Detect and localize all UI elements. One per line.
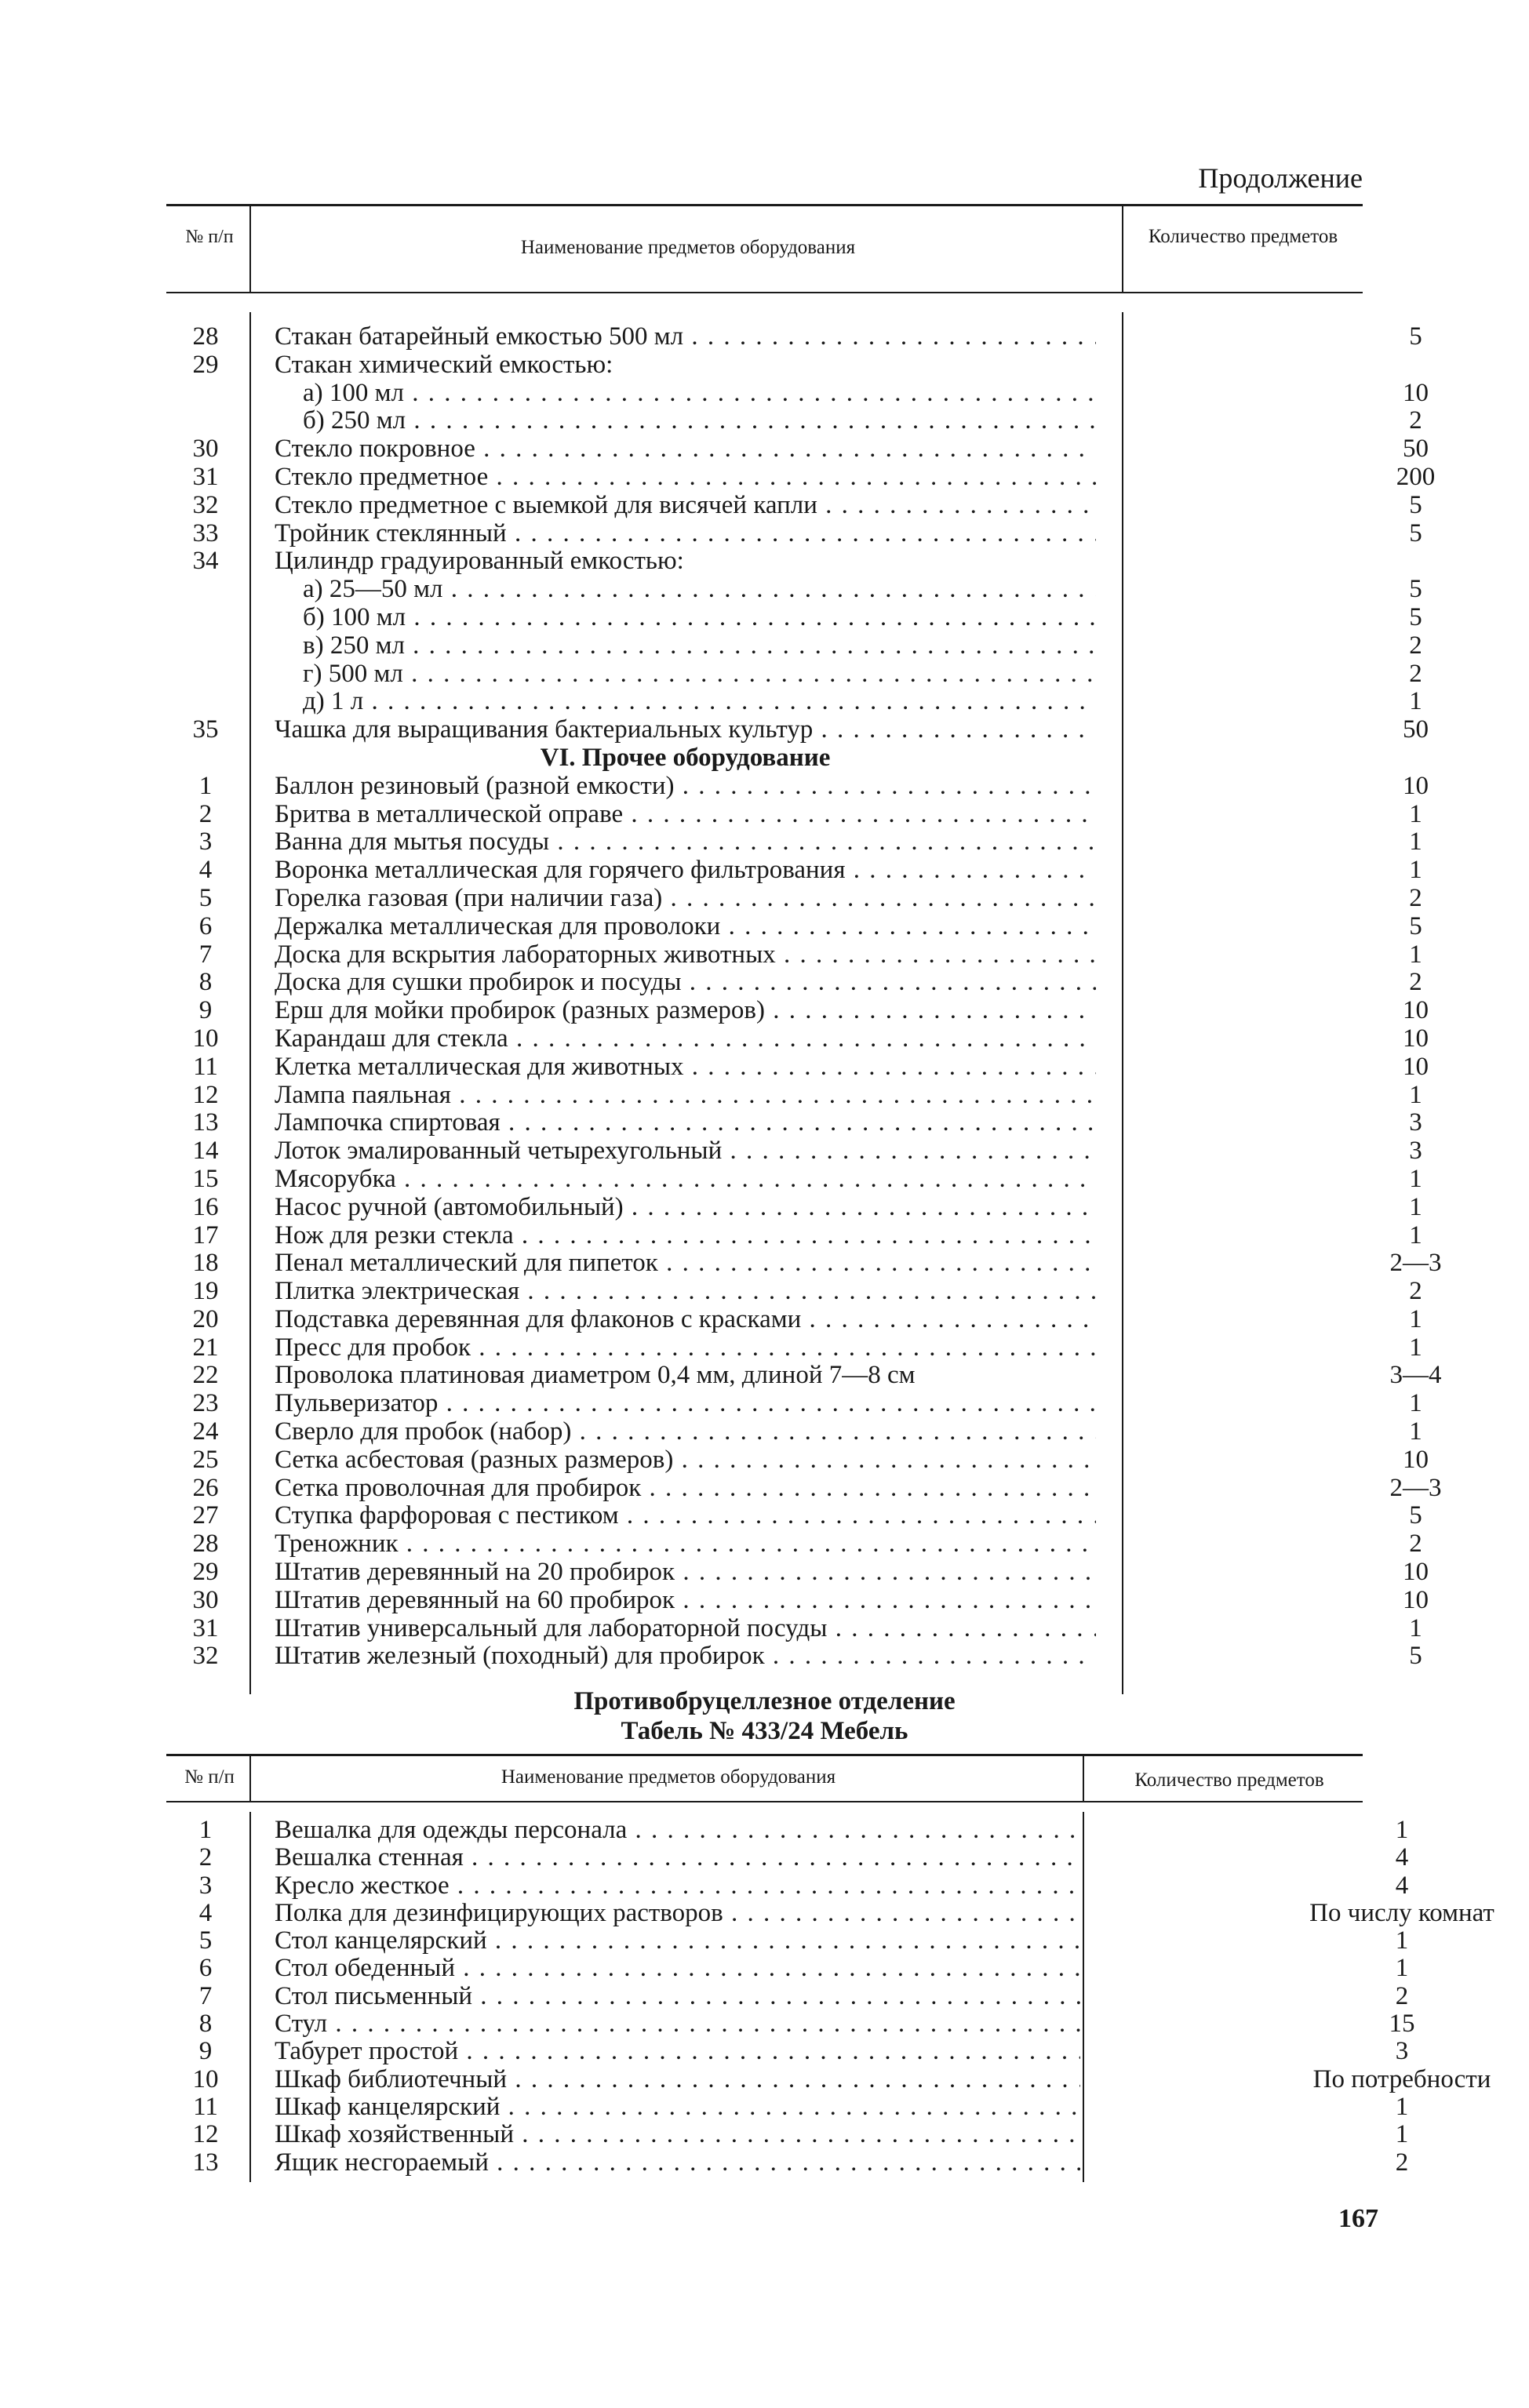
item-name: Штатив универсальный для лабораторной посуды . . .: [275, 1615, 1096, 1643]
table-row: [166, 435, 1429, 464]
item-name: б) 100 мл . . .: [275, 604, 1096, 632]
item-name: Проволока платиновая диаметром 0,4 мм, длиной 7—8 см: [275, 1362, 916, 1390]
row-number: 4: [198, 856, 213, 885]
item-quantity: 5: [1409, 1501, 1422, 1530]
table-row: [166, 940, 1422, 969]
table1-top-rule: [166, 204, 1363, 206]
item-name: Лампа паяльная . . .: [275, 1082, 1096, 1110]
table-row: [166, 659, 1422, 689]
table-row: [166, 602, 1422, 632]
item-name: а) 100 мл . . .: [275, 380, 1096, 408]
table-row: [166, 1585, 1429, 1615]
item-name: Чашка для выращивания бактериальных культур . . .: [275, 716, 1096, 744]
row-number: 17: [192, 1220, 219, 1249]
item-name: Стул . . .: [275, 2010, 1080, 2038]
table-row: [166, 631, 1422, 660]
table2-body: [166, 1816, 1494, 2177]
item-quantity: 10: [1403, 996, 1429, 1025]
table-row: [166, 996, 1429, 1025]
item-name: Стекло предметное . . .: [275, 464, 1096, 492]
page-number: 167: [1338, 2204, 1378, 2233]
item-name: д) 1 л . . .: [275, 688, 1096, 716]
item-quantity: 2: [1395, 1981, 1409, 2010]
row-number: 24: [192, 1417, 219, 1446]
item-name: Ерш для мойки пробирок (разных размеров) . . .: [275, 997, 1096, 1025]
item-quantity: 1: [1395, 1816, 1409, 1844]
table-row: [166, 1445, 1429, 1475]
item-name: Стол канцелярский . . .: [275, 1927, 1080, 1955]
item-quantity: 4: [1395, 1871, 1409, 1900]
table-row: [166, 518, 1422, 548]
row-number: 35: [192, 715, 219, 744]
table-row: [166, 490, 1422, 520]
item-name: Лампочка спиртовая . . .: [275, 1109, 1096, 1137]
row-number: 33: [192, 518, 219, 547]
table2-header-rule: [166, 1801, 1363, 1802]
item-name: Шкаф канцелярский . . .: [275, 2093, 1080, 2121]
item-quantity: 3: [1409, 1137, 1422, 1166]
item-quantity: 1: [1409, 1613, 1422, 1642]
row-number: 2: [198, 1843, 213, 1872]
item-name: Стакан батарейный емкостью 500 мл . . .: [275, 323, 1096, 351]
item-name: Цилиндр градуированный емкостью:: [275, 547, 684, 576]
table-row: [166, 687, 1422, 716]
item-name: Пенал металлический для пипеток . . .: [275, 1249, 1096, 1278]
table-row: [166, 2092, 1409, 2121]
item-quantity: 1: [1409, 1080, 1422, 1109]
item-name: Пресс для пробок . . .: [275, 1334, 1096, 1362]
row-number: 30: [192, 1585, 219, 1614]
table-row: [166, 828, 1422, 857]
table-row: [166, 1898, 1494, 1927]
row-number: 21: [192, 1333, 219, 1362]
item-quantity: 10: [1403, 1558, 1429, 1587]
row-number: 29: [192, 350, 219, 379]
item-quantity: 1: [1409, 1333, 1422, 1362]
item-quantity: 1: [1409, 799, 1422, 828]
table1-body: [166, 322, 1442, 1671]
item-quantity: 5: [1409, 575, 1422, 604]
item-quantity: 2: [1409, 968, 1422, 997]
item-name: Тройник стеклянный . . .: [275, 520, 1096, 548]
row-number: 11: [193, 2092, 218, 2121]
table-row: [166, 1220, 1422, 1250]
item-name: Карандаш для стекла . . .: [275, 1025, 1096, 1053]
table-row: [166, 1192, 1422, 1222]
item-name: Штатив деревянный на 60 пробирок . . .: [275, 1587, 1096, 1615]
table2-title-line1: Противобруцеллезное отделение: [573, 1687, 956, 1715]
table-row: [166, 771, 1429, 801]
table-row: [166, 1501, 1422, 1530]
row-number: 23: [192, 1389, 219, 1418]
item-name: Вешалка для одежды персонала . . .: [275, 1817, 1080, 1844]
item-name: Пульверизатор . . .: [275, 1390, 1096, 1418]
table2-header-number: № п/п: [184, 1766, 235, 1788]
row-number: 13: [192, 1108, 219, 1137]
item-name: в) 250 мл . . .: [275, 632, 1096, 660]
item-quantity: 5: [1409, 602, 1422, 631]
continuation-label: Продолжение: [1198, 162, 1363, 194]
table-row: [166, 1816, 1409, 1844]
item-quantity: 3—4: [1389, 1361, 1442, 1390]
table-row: [166, 856, 1422, 885]
row-number: 7: [198, 1981, 213, 2010]
item-quantity: 50: [1403, 715, 1429, 744]
item-name: Шкаф библиотечный . . .: [275, 2066, 1080, 2093]
table-row: [166, 1164, 1422, 1194]
item-quantity: 15: [1389, 2010, 1415, 2039]
item-name: Табурет простой . . .: [275, 2038, 1080, 2065]
table-row: [166, 1473, 1442, 1503]
table2-header-quantity: Количество предметов: [1134, 1770, 1324, 1791]
item-name: Доска для сушки пробирок и посуды . . .: [275, 969, 1096, 997]
table-row: [166, 1417, 1422, 1446]
item-quantity: 10: [1403, 1585, 1429, 1614]
row-number: 22: [192, 1361, 219, 1390]
row-number: 10: [192, 2064, 219, 2093]
item-quantity: 1: [1395, 2092, 1409, 2121]
table1-header-rule: [166, 292, 1363, 293]
item-name: Подставка деревянная для флаконов с красками . . .: [275, 1306, 1096, 1334]
item-quantity: 3: [1409, 1108, 1422, 1137]
item-quantity: 1: [1409, 1164, 1422, 1193]
table-row: [166, 575, 1422, 604]
item-quantity: 1: [1409, 940, 1422, 969]
table-row: [166, 1871, 1409, 1900]
table-row: [166, 1613, 1422, 1643]
item-quantity: По числу комнат: [1309, 1898, 1494, 1927]
row-number: 32: [192, 1642, 219, 1671]
item-quantity: 1: [1409, 1389, 1422, 1418]
item-name: Горелка газовая (при наличии газа) . . .: [275, 885, 1096, 913]
item-name: Стекло предметное с выемкой для висячей капли . . .: [275, 492, 1096, 520]
row-number: 19: [192, 1277, 219, 1306]
table-row: [166, 1277, 1422, 1306]
item-name: Штатив деревянный на 20 пробирок . . .: [275, 1559, 1096, 1587]
item-name: Ящик несгораемый . . .: [275, 2149, 1080, 2177]
item-quantity: 50: [1403, 435, 1429, 464]
item-quantity: 10: [1403, 1024, 1429, 1053]
table-row: [166, 322, 1422, 351]
table-row: [166, 911, 1422, 941]
table2-title: [166, 1686, 1363, 1746]
item-name: Кресло жесткое . . .: [275, 1872, 1080, 1900]
table1-header-number: № п/п: [185, 227, 234, 247]
row-number: 6: [198, 911, 213, 940]
item-name: Стакан химический емкостью:: [275, 351, 613, 379]
row-number: 18: [192, 1249, 219, 1278]
table-row: [166, 1249, 1442, 1278]
item-name: Ванна для мытья посуды . . .: [275, 828, 1096, 857]
item-name: Ступка фарфоровая с пестиком . . .: [275, 1502, 1096, 1530]
row-number: 27: [192, 1501, 219, 1530]
item-quantity: 1: [1395, 1926, 1409, 1955]
item-name: Сетка асбестовая (разных размеров) . . .: [275, 1446, 1096, 1475]
row-number: 1: [198, 1816, 213, 1844]
item-quantity: 2: [1409, 659, 1422, 688]
item-name: Полка для дезинфицирующих растворов . . .: [275, 1900, 1080, 1927]
item-name: Мясорубка . . .: [275, 1166, 1096, 1194]
row-number: 15: [192, 1164, 219, 1193]
row-number: 29: [192, 1558, 219, 1587]
item-name: Лоток эмалированный четырехугольный . . .: [275, 1137, 1096, 1166]
table1-header-name: Наименование предметов оборудования: [520, 237, 856, 258]
table-row: [166, 1843, 1409, 1872]
item-quantity: 2—3: [1389, 1473, 1442, 1502]
table-row: [166, 1642, 1422, 1671]
item-quantity: 1: [1409, 856, 1422, 885]
table-row: [166, 1024, 1429, 1053]
item-quantity: 2: [1395, 2148, 1409, 2177]
item-quantity: 1: [1409, 1417, 1422, 1446]
item-quantity: 2: [1409, 1530, 1422, 1559]
row-number: 3: [198, 1871, 213, 1900]
item-quantity: 4: [1395, 1843, 1409, 1872]
item-name: Нож для резки стекла . . .: [275, 1222, 1096, 1250]
item-quantity: 5: [1409, 322, 1422, 351]
row-number: 3: [198, 828, 213, 857]
item-name: Плитка электрическая . . .: [275, 1278, 1096, 1306]
table-row: [166, 2037, 1409, 2066]
item-quantity: 2: [1409, 406, 1422, 435]
item-name: Шкаф хозяйственный . . .: [275, 2121, 1080, 2148]
table-row: [166, 2120, 1409, 2149]
table2-header-name: Наименование предметов оборудования: [501, 1766, 836, 1788]
table-row: [166, 1361, 1442, 1390]
table2-top-rule: [166, 1754, 1363, 1756]
item-name: Держалка металлическая для проволоки . . .: [275, 913, 1096, 941]
item-name: Стол обеденный . . .: [275, 1955, 1080, 1982]
row-number: 8: [198, 2010, 213, 2039]
item-name: Треножник . . .: [275, 1530, 1096, 1559]
item-quantity: 5: [1409, 518, 1422, 547]
row-number: 6: [198, 1954, 213, 1983]
row-number: 9: [198, 996, 213, 1025]
item-name: Сетка проволочная для пробирок . . .: [275, 1475, 1096, 1503]
row-number: 34: [192, 547, 219, 576]
table1-divider-left: [249, 206, 251, 292]
table-row: [166, 351, 1363, 380]
table-row: [166, 1389, 1422, 1418]
row-number: 32: [192, 490, 219, 519]
table-row: [166, 378, 1429, 408]
table-row: [166, 715, 1429, 744]
table-row: [166, 1080, 1422, 1110]
table-row: [166, 1137, 1422, 1166]
table1-header-quantity: Количество предметов: [1148, 226, 1338, 247]
item-quantity: 2: [1409, 631, 1422, 660]
table-row: [166, 1052, 1429, 1082]
row-number: 31: [192, 1613, 219, 1642]
row-number: 1: [198, 771, 213, 800]
row-number: 31: [192, 462, 219, 491]
row-number: 9: [198, 2037, 213, 2066]
item-quantity: 10: [1403, 771, 1429, 800]
item-name: а) 25—50 мл . . .: [275, 576, 1096, 604]
table-row: [166, 1304, 1422, 1334]
item-quantity: 5: [1409, 1642, 1422, 1671]
row-number: 26: [192, 1473, 219, 1502]
table-row: [166, 968, 1422, 997]
item-quantity: 5: [1409, 911, 1422, 940]
item-quantity: 1: [1395, 1954, 1409, 1983]
item-quantity: 10: [1403, 1052, 1429, 1081]
table-row: [166, 1954, 1409, 1983]
item-name: Штатив железный (походный) для пробирок . . .: [275, 1642, 1096, 1671]
table-row: [166, 2010, 1415, 2039]
item-name: Сверло для пробок (набор) . . .: [275, 1418, 1096, 1446]
item-quantity: 1: [1409, 1304, 1422, 1333]
table-row: [166, 406, 1422, 435]
item-name: Воронка металлическая для горячего фильтрования . . .: [275, 857, 1096, 885]
row-number: 30: [192, 435, 219, 464]
item-quantity: 2: [1409, 883, 1422, 912]
section-title: VI. Прочее оборудование: [540, 743, 831, 772]
item-name: Стол письменный . . .: [275, 1983, 1080, 2010]
table-row: [166, 2064, 1491, 2093]
row-number: 5: [198, 883, 213, 912]
item-quantity: 10: [1403, 1445, 1429, 1474]
table-row: [166, 1108, 1422, 1137]
table-row: [166, 547, 1363, 576]
item-quantity: 1: [1409, 687, 1422, 716]
row-number: 25: [192, 1445, 219, 1474]
item-quantity: 5: [1409, 490, 1422, 519]
row-number: 13: [192, 2148, 219, 2177]
item-name: Клетка металлическая для животных . . .: [275, 1053, 1096, 1082]
item-name: б) 250 мл . . .: [275, 407, 1096, 435]
row-number: 20: [192, 1304, 219, 1333]
item-quantity: 1: [1395, 2120, 1409, 2149]
item-quantity: 3: [1395, 2037, 1409, 2066]
row-number: 12: [192, 2120, 219, 2149]
row-number: 10: [192, 1024, 219, 1053]
item-quantity: 2—3: [1389, 1249, 1442, 1278]
item-name: Доска для вскрытия лабораторных животных . . .: [275, 941, 1096, 969]
table-row: [166, 1926, 1409, 1955]
row-number: 7: [198, 940, 213, 969]
item-name: Стекло покровное . . .: [275, 435, 1096, 464]
row-number: 28: [192, 1530, 219, 1559]
item-name: Насос ручной (автомобильный) . . .: [275, 1194, 1096, 1222]
table-row: [166, 1981, 1409, 2010]
row-number: 11: [193, 1052, 218, 1081]
item-quantity: 200: [1396, 462, 1436, 491]
row-number: 16: [192, 1192, 219, 1221]
item-quantity: 1: [1409, 828, 1422, 857]
row-number: 8: [198, 968, 213, 997]
row-number: 5: [198, 1926, 213, 1955]
row-number: 14: [192, 1137, 219, 1166]
item-quantity: 1: [1409, 1220, 1422, 1249]
row-number: 12: [192, 1080, 219, 1109]
item-name: Баллон резиновый (разной емкости) . . .: [275, 773, 1096, 801]
row-number: 4: [198, 1898, 213, 1927]
table-row: [166, 1333, 1422, 1362]
item-name: Вешалка стенная . . .: [275, 1844, 1080, 1871]
item-name: г) 500 мл . . .: [275, 660, 1096, 689]
table-row: [166, 1558, 1429, 1587]
table-row: [166, 462, 1436, 492]
table2-title-line2: Табель № 433/24 Мебель: [621, 1717, 908, 1745]
section-heading: [166, 744, 1363, 773]
table-row: [166, 883, 1422, 913]
row-number: 28: [192, 322, 219, 351]
item-quantity: 2: [1409, 1277, 1422, 1306]
item-quantity: По потребности: [1312, 2064, 1491, 2093]
item-quantity: 1: [1409, 1192, 1422, 1221]
item-quantity: 10: [1403, 378, 1429, 407]
table-row: [166, 1530, 1422, 1559]
table-row: [166, 2148, 1409, 2177]
table-row: [166, 799, 1422, 829]
item-name: Бритва в металлической оправе . . .: [275, 801, 1096, 829]
row-number: 2: [198, 799, 213, 828]
